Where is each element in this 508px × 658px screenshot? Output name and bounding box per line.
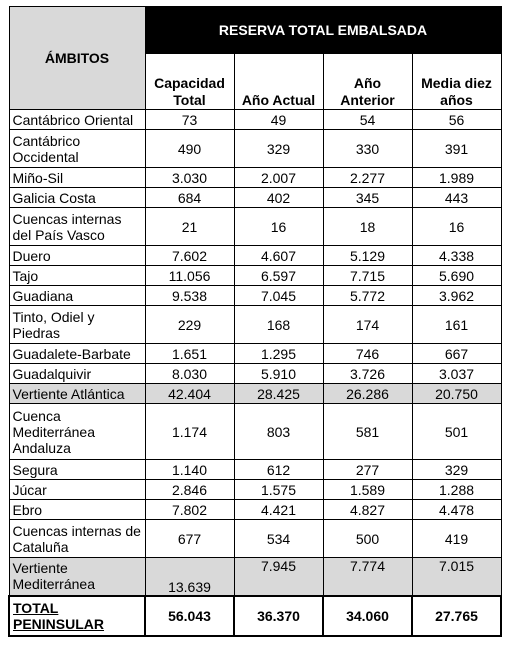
- row-ambito-name: Ebro: [9, 500, 145, 520]
- total-value-cell: 27.765: [412, 596, 501, 636]
- row-ambito-name: Guadalete-Barbate: [9, 344, 145, 364]
- table-title: RESERVA TOTAL EMBALSADA: [145, 7, 501, 54]
- total-value-cell: 34.060: [323, 596, 412, 636]
- row-value-cell: 7.015: [412, 558, 501, 596]
- row-ambito-name: Cuencas internas de Cataluña: [9, 520, 145, 558]
- row-value-cell: 9.538: [145, 286, 234, 306]
- row-value-cell: 1.575: [234, 480, 323, 500]
- row-value-cell: 612: [234, 460, 323, 480]
- row-ambito-name: Guadiana: [9, 286, 145, 306]
- row-value-cell: 7.715: [323, 266, 412, 286]
- row-value-cell: 42.404: [145, 384, 234, 404]
- row-value-cell: 1.989: [412, 168, 501, 188]
- row-value-cell: 277: [323, 460, 412, 480]
- table-body: [9, 110, 501, 636]
- row-value-cell: 16: [412, 208, 501, 246]
- row-value-cell: 2.846: [145, 480, 234, 500]
- row-ambito-name: Cuenca Mediterránea Andaluza: [9, 404, 145, 460]
- row-value-cell: 1.295: [234, 344, 323, 364]
- row-value-cell: 490: [145, 130, 234, 168]
- row-value-cell: 1.589: [323, 480, 412, 500]
- total-label: TOTAL PENINSULAR: [9, 596, 145, 636]
- row-value-cell: 4.421: [234, 500, 323, 520]
- row-value-cell: 3.726: [323, 364, 412, 384]
- row-value-cell: 500: [323, 520, 412, 558]
- row-value-cell: 5.129: [323, 246, 412, 266]
- table-row: [9, 286, 501, 306]
- row-ambito-name: Cantábrico Oriental: [9, 110, 145, 130]
- row-value-cell: 1.288: [412, 480, 501, 500]
- row-ambito-name: Guadalquivir: [9, 364, 145, 384]
- row-ambito-name: Vertiente Atlántica: [9, 384, 145, 404]
- row-value-cell: 345: [323, 188, 412, 208]
- table-row: [9, 130, 501, 168]
- table-row: [9, 344, 501, 364]
- row-value-cell: 21: [145, 208, 234, 246]
- row-ambito-name: Galicia Costa: [9, 188, 145, 208]
- table-row: [9, 520, 501, 558]
- row-value-cell: 5.690: [412, 266, 501, 286]
- table-row: [9, 404, 501, 460]
- row-ambito-name: Duero: [9, 246, 145, 266]
- row-value-cell: 168: [234, 306, 323, 344]
- column-header-capacidad: Capacidad Total: [145, 54, 234, 110]
- row-value-cell: 329: [412, 460, 501, 480]
- table-row: [9, 246, 501, 266]
- reservoir-table: [8, 6, 502, 637]
- table-row: [9, 168, 501, 188]
- row-ambito-name: Júcar: [9, 480, 145, 500]
- row-value-cell: 803: [234, 404, 323, 460]
- row-value-cell: 11.056: [145, 266, 234, 286]
- subtotal-row: [9, 558, 501, 596]
- row-value-cell: 2.277: [323, 168, 412, 188]
- table-row: [9, 208, 501, 246]
- row-value-cell: 667: [412, 344, 501, 364]
- row-value-cell: 4.338: [412, 246, 501, 266]
- row-value-cell: 174: [323, 306, 412, 344]
- table-row: [9, 110, 501, 130]
- row-value-cell: 7.802: [145, 500, 234, 520]
- row-value-cell: 684: [145, 188, 234, 208]
- row-value-cell: 4.827: [323, 500, 412, 520]
- row-ambito-name: Cantábrico Occidental: [9, 130, 145, 168]
- row-value-cell: 2.007: [234, 168, 323, 188]
- row-value-cell: 161: [412, 306, 501, 344]
- row-value-cell: 8.030: [145, 364, 234, 384]
- row-value-cell: 229: [145, 306, 234, 344]
- row-value-cell: 20.750: [412, 384, 501, 404]
- row-value-cell: 7.045: [234, 286, 323, 306]
- row-value-cell: 73: [145, 110, 234, 130]
- row-ambito-name: Cuencas internas del País Vasco: [9, 208, 145, 246]
- row-value-cell: 330: [323, 130, 412, 168]
- row-value-cell: 7.602: [145, 246, 234, 266]
- row-value-cell: 581: [323, 404, 412, 460]
- row-value-cell: 1.651: [145, 344, 234, 364]
- row-value-cell: 391: [412, 130, 501, 168]
- row-value-cell: 746: [323, 344, 412, 364]
- row-ambito-name: Segura: [9, 460, 145, 480]
- row-value-cell: 419: [412, 520, 501, 558]
- row-value-cell: 5.910: [234, 364, 323, 384]
- row-value-cell: 402: [234, 188, 323, 208]
- row-ambito-name: Tajo: [9, 266, 145, 286]
- row-ambito-name: Miño-Sil: [9, 168, 145, 188]
- row-value-cell: 1.140: [145, 460, 234, 480]
- row-value-cell: 4.607: [234, 246, 323, 266]
- row-value-cell: 6.597: [234, 266, 323, 286]
- row-value-cell: 16: [234, 208, 323, 246]
- table-row: [9, 460, 501, 480]
- row-value-cell: 26.286: [323, 384, 412, 404]
- row-value-cell: 3.962: [412, 286, 501, 306]
- row-value-cell: 329: [234, 130, 323, 168]
- column-header-media: Media diez años: [412, 54, 501, 110]
- row-value-cell: 49: [234, 110, 323, 130]
- row-value-cell: 13.639: [145, 558, 234, 596]
- table-row: [9, 266, 501, 286]
- table-row: [9, 306, 501, 344]
- row-value-cell: 54: [323, 110, 412, 130]
- row-value-cell: 18: [323, 208, 412, 246]
- row-value-cell: 1.174: [145, 404, 234, 460]
- row-value-cell: 3.030: [145, 168, 234, 188]
- row-value-cell: 7.945: [234, 558, 323, 596]
- column-header-ano-actual: Año Actual: [234, 54, 323, 110]
- row-ambito-name: Tinto, Odiel y Piedras: [9, 306, 145, 344]
- subtotal-row: [9, 384, 501, 404]
- row-value-cell: 3.037: [412, 364, 501, 384]
- table-row: [9, 188, 501, 208]
- total-value-cell: 56.043: [145, 596, 234, 636]
- table-row: [9, 480, 501, 500]
- row-value-cell: 56: [412, 110, 501, 130]
- row-value-cell: 534: [234, 520, 323, 558]
- row-value-cell: 501: [412, 404, 501, 460]
- column-header-ano-anterior: Año Anterior: [323, 54, 412, 110]
- row-value-cell: 28.425: [234, 384, 323, 404]
- total-value-cell: 36.370: [234, 596, 323, 636]
- row-value-cell: 4.478: [412, 500, 501, 520]
- row-ambito-name: Vertiente Mediterránea: [9, 558, 145, 596]
- ambitos-header: ÁMBITOS: [9, 7, 145, 110]
- row-value-cell: 5.772: [323, 286, 412, 306]
- row-value-cell: 677: [145, 520, 234, 558]
- total-row: [9, 596, 501, 636]
- row-value-cell: 443: [412, 188, 501, 208]
- table-row: [9, 364, 501, 384]
- row-value-cell: 7.774: [323, 558, 412, 596]
- table-row: [9, 500, 501, 520]
